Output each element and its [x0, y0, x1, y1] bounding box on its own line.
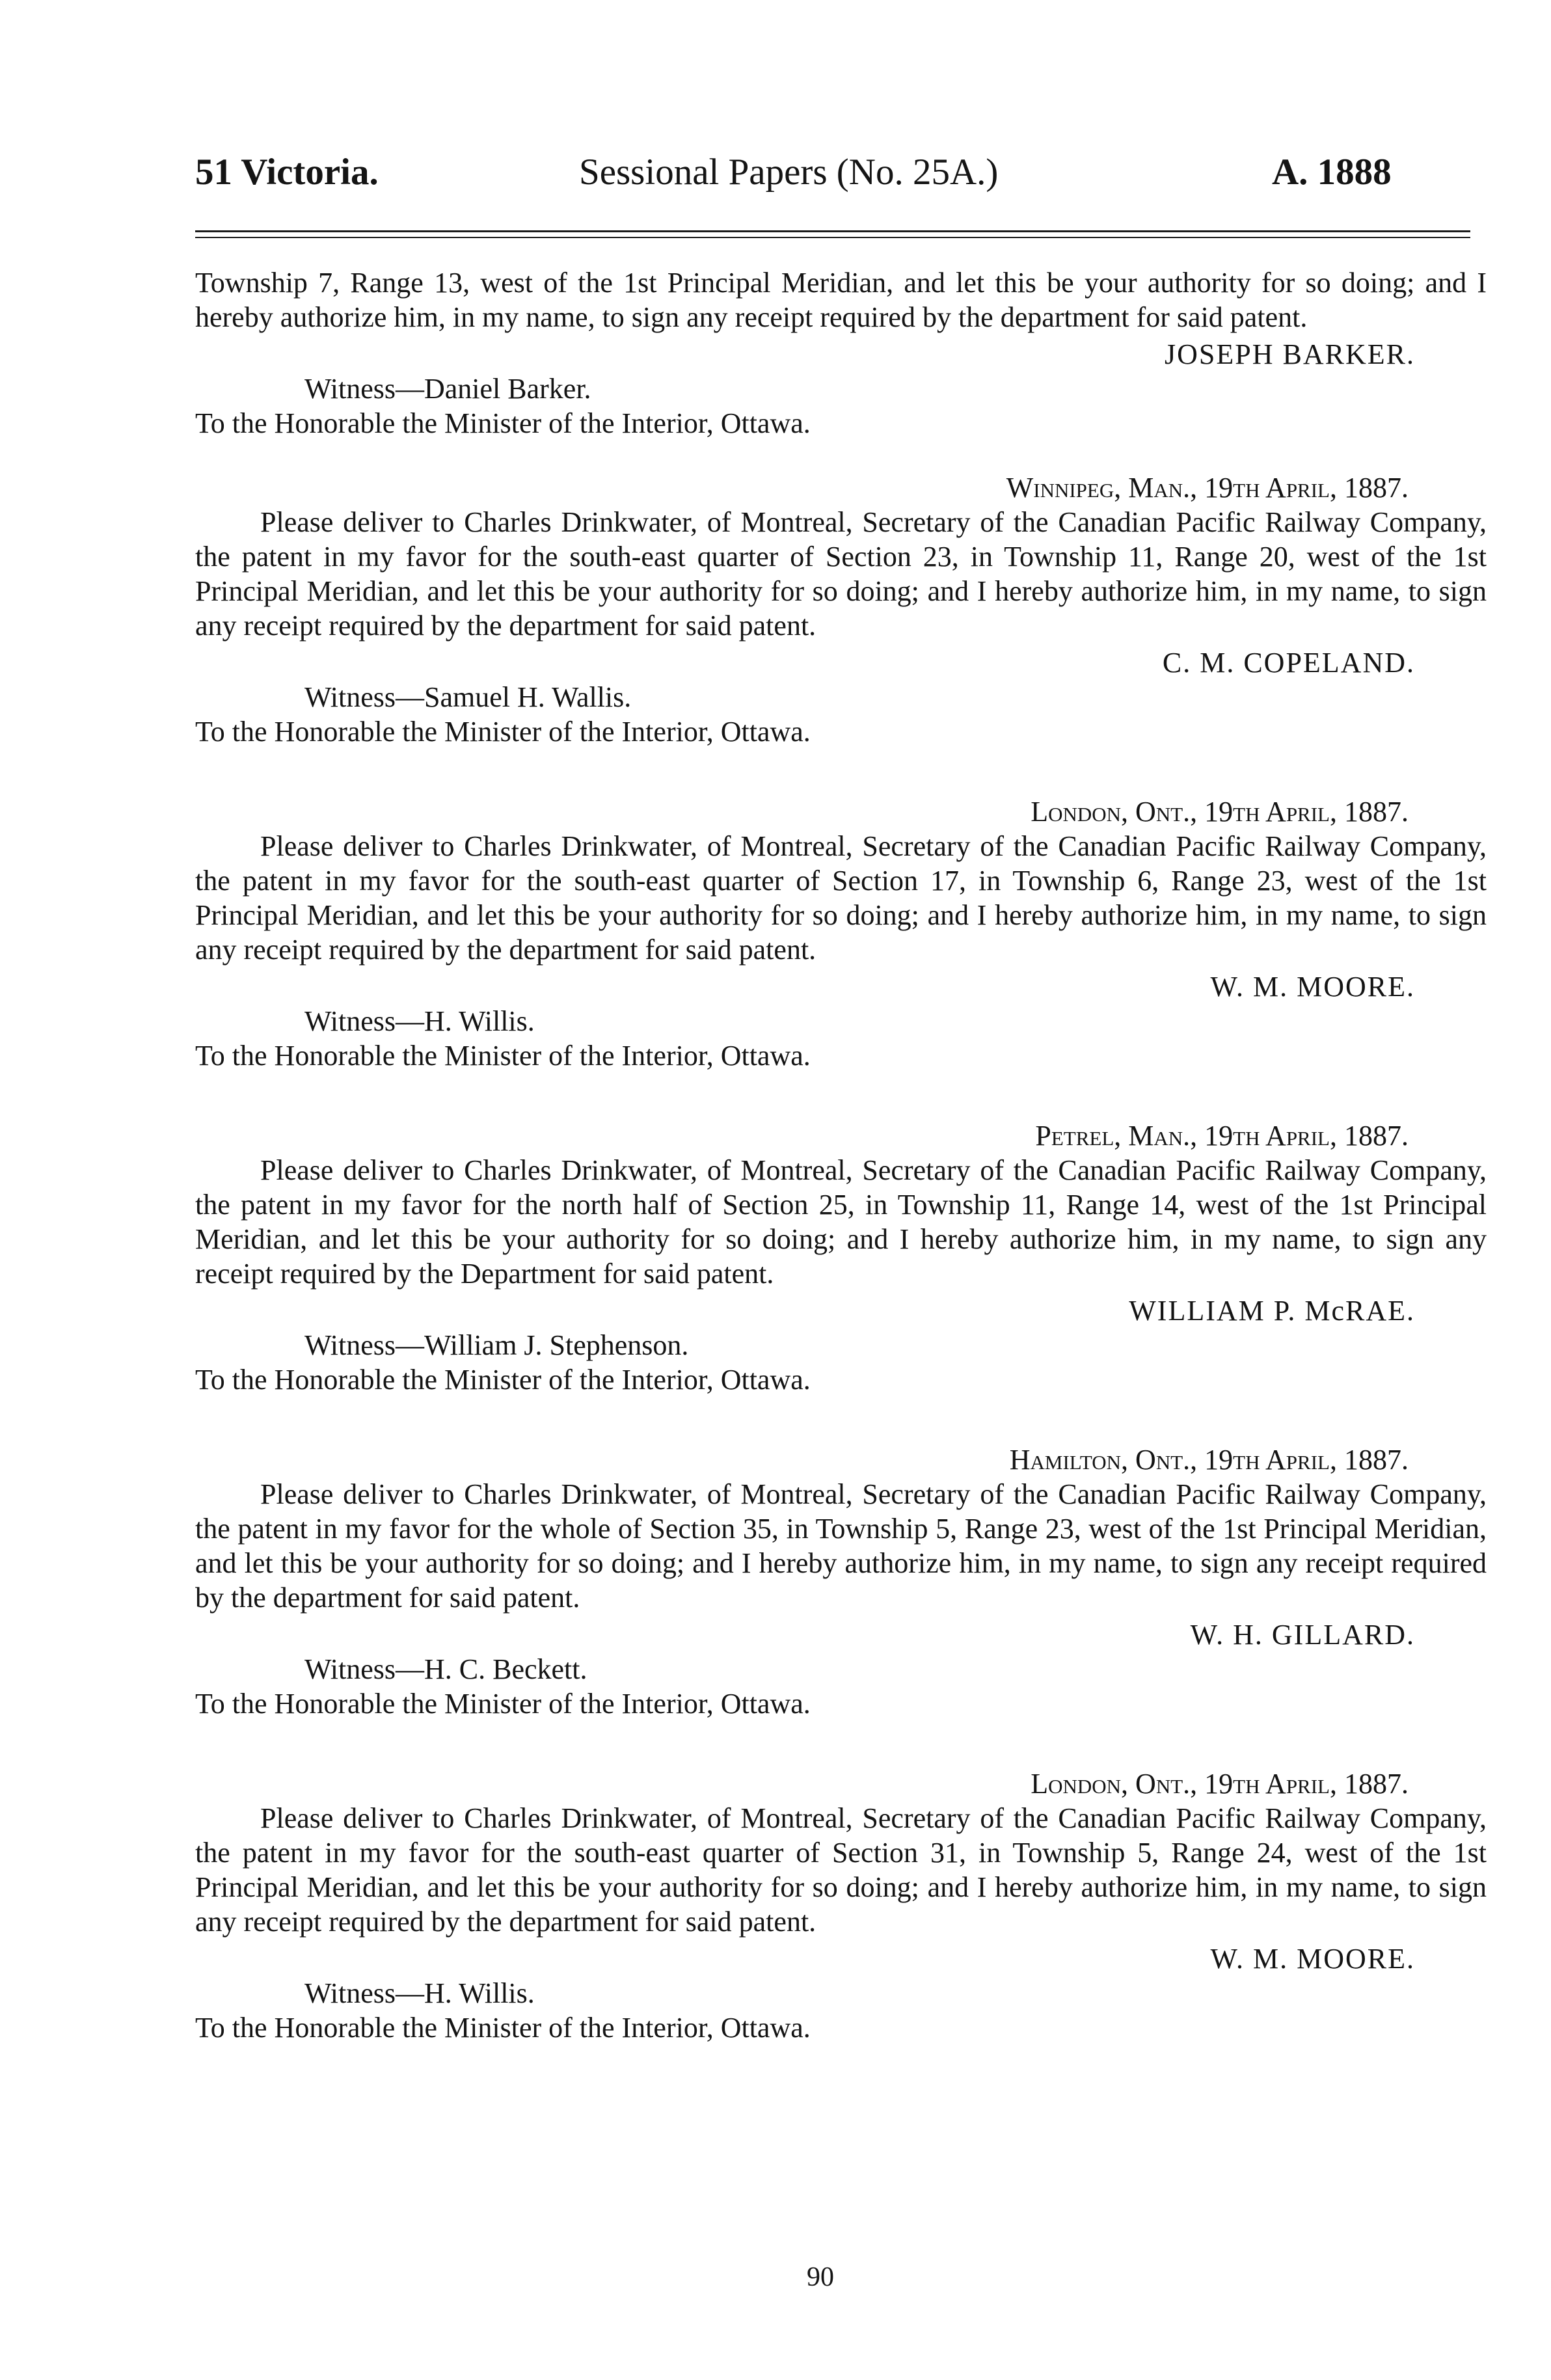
letter-date: Winnipeg, Man., 19th April, 1887.: [1006, 472, 1409, 504]
letter-signature: W. H. GILLARD.: [1190, 1619, 1415, 1651]
letter-date: London, Ont., 19th April, 1887.: [1031, 796, 1409, 828]
witness-text: Witness—Daniel Barker.: [304, 373, 591, 405]
letter-signature: WILLIAM P. McRAE.: [1129, 1295, 1415, 1327]
letter-addressee: To the Honorable the Minister of the Interior, Ottawa.: [195, 2012, 811, 2044]
letter-2: [195, 794, 1487, 1073]
intro-addressee: To the Honorable the Minister of the Interior, Ottawa.: [195, 407, 811, 439]
header-rule: [195, 230, 1470, 238]
letter-5: [195, 1766, 1487, 2045]
running-header: [0, 151, 1551, 203]
letter-date: Petrel, Man., 19th April, 1887.: [1035, 1120, 1409, 1152]
letter-witness: Witness—H. Willis.: [304, 1977, 535, 2009]
letter-body: Please deliver to Charles Drinkwater, of Montreal, Secretary of the Canadian Pacific Railway Company, the patent in my favor for the south-east quarter of Section 31, in Township 5, Range 24, west of the 1st Principal Meridian, and let this be your authority for so doing; and I hereby authorize him, in my name, to sign any receipt required by the department for said patent.: [195, 1802, 1487, 1938]
letter-body: Please deliver to Charles Drinkwater, of Montreal, Secretary of the Canadian Pacific Railway Company, the patent in my favor for the whole of Section 35, in Township 5, Range 23, west of the 1st Principal Meridian, and let this be your authority for so doing; and I hereby authorize him, in my name, to sign any receipt required by the department for said patent.: [195, 1478, 1487, 1614]
letter-addressee: To the Honorable the Minister of the Interior, Ottawa.: [195, 1688, 811, 1720]
letter-date: London, Ont., 19th April, 1887.: [1031, 1768, 1409, 1800]
letter-witness: Witness—William J. Stephenson.: [304, 1329, 689, 1361]
letter-1: [195, 470, 1487, 749]
letter-signature: W. M. MOORE.: [1210, 1943, 1415, 1975]
document-body: [195, 265, 1487, 2045]
letter-addressee: To the Honorable the Minister of the Interior, Ottawa.: [195, 1040, 811, 1072]
letter-body: Please deliver to Charles Drinkwater, of Montreal, Secretary of the Canadian Pacific Railway Company, the patent in my favor for the south-east quarter of Section 23, in Township 11, Range 20, west of the 1st Principal Meridian, and let this be your authority for so doing; and I hereby authorize him, in my name, to sign any receipt required by the department for said patent.: [195, 506, 1487, 642]
letter-date: Hamilton, Ont., 19th April, 1887.: [1009, 1444, 1409, 1476]
intro-signature: JOSEPH BARKER.: [1165, 338, 1415, 370]
letter-addressee: To the Honorable the Minister of the Interior, Ottawa.: [195, 1364, 811, 1396]
letter-witness: Witness—H. C. Beckett.: [304, 1653, 587, 1685]
header-regnal-year: 51 Victoria.: [195, 152, 379, 193]
letter-addressee: To the Honorable the Minister of the Interior, Ottawa.: [195, 716, 811, 748]
letter-witness: Witness—Samuel H. Wallis.: [304, 681, 632, 713]
letter-4: [195, 1442, 1487, 1721]
header-sessional-papers: Sessional Papers (No. 25A.): [579, 152, 999, 193]
intro-letter: [195, 265, 1487, 440]
page-number: 90: [807, 2262, 834, 2292]
letter-3: [195, 1118, 1487, 1397]
letter-signature: C. M. COPELAND.: [1162, 647, 1415, 679]
letter-body: Please deliver to Charles Drinkwater, of Montreal, Secretary of the Canadian Pacific Railway Company, the patent in my favor for the south-east quarter of Section 17, in Township 6, Range 23, west of the 1st Principal Meridian, and let this be your authority for so doing; and I hereby authorize him, in my name, to sign any receipt required by the department for said patent.: [195, 830, 1487, 966]
letter-witness: Witness—H. Willis.: [304, 1005, 535, 1037]
letter-body: Please deliver to Charles Drinkwater, of Montreal, Secretary of the Canadian Pacific Railway Company, the patent in my favor for the north half of Section 25, in Township 11, Range 14, west of the 1st Principal Meridian, and let this be your authority for so doing; and I hereby authorize him, in my name, to sign any receipt required by the Department for said patent.: [195, 1154, 1487, 1290]
letter-signature: W. M. MOORE.: [1210, 971, 1415, 1003]
intro-witness: [304, 372, 1487, 406]
intro-letter-body: Township 7, Range 13, west of the 1st Principal Meridian, and let this be your authority for so doing; and I hereby authorize him, in my name, to sign any receipt required by the department for said patent.: [195, 267, 1487, 333]
header-year: A. 1888: [1272, 152, 1392, 193]
